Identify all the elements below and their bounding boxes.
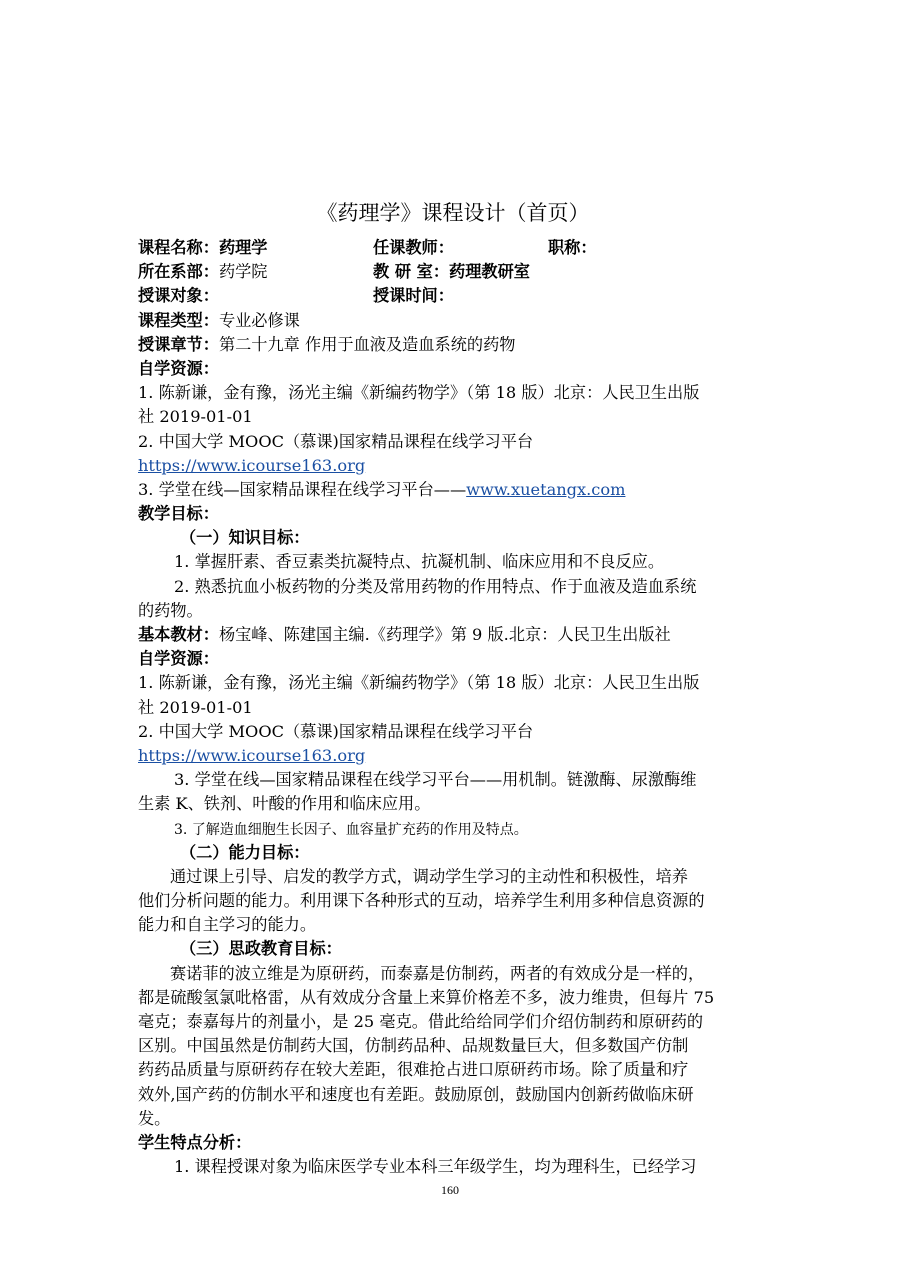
resource-1b-line-a: 1. 陈新谦，金有豫，汤光主编《新编药物学》（第 18 版）北京：人民卫生出版 [138, 673, 700, 693]
textbook-line [138, 623, 768, 647]
ideology-line-4: 区别。中国虽然是仿制药大国，仿制药品种、品规数量巨大，但多数国产仿制 [138, 1036, 689, 1056]
resource-2: 2. 中国大学 MOOC（慕课)国家精品课程在线学习平台 [138, 431, 534, 451]
resource-3 [138, 478, 768, 502]
resource-1-line-b: 社 2019-01-01 [138, 407, 253, 427]
ability-line-a: 通过课上引导、启发的教学方式，调动学生学习的主动性和积极性，培养 [170, 866, 688, 886]
page-title: 《药理学》课程设计（首页） [316, 201, 590, 225]
student-line-1: 1. 课程授课对象为临床医学专业本科三年级学生，均为理科生，已经学习 [174, 1157, 697, 1177]
knowledge-2-line-b: 的药物。 [138, 600, 203, 620]
knowledge-1: 1. 掌握肝素、香豆素类抗凝特点、抗凝机制、临床应用和不良反应。 [174, 552, 665, 572]
course-type: 专业必修课 [218, 310, 300, 330]
resource-3-text: 3. 学堂在线—国家精品课程在线学习平台—— [138, 479, 467, 499]
resource-3b-line-a: 3. 学堂在线—国家精品课程在线学习平台——用机制。链激酶、尿激酶维 [174, 770, 697, 790]
ability-heading: （二）能力目标： [180, 842, 310, 862]
ability-line-c: 能力和自主学习的能力。 [138, 915, 317, 935]
goals-heading: 教学目标： [138, 504, 219, 524]
teacher-label: 任课教师： [373, 238, 454, 257]
student-heading: 学生特点分析： [138, 1132, 252, 1152]
ideology-line-5: 药药品质量与原研药存在较大差距，很难抢占进口原研药市场。除了质量和疗 [138, 1060, 689, 1080]
time-label: 授课时间： [373, 286, 454, 306]
knowledge-heading: （一）知识目标： [180, 528, 310, 548]
resource-1-line-a: 1. 陈新谦，金有豫，汤光主编《新编药物学》（第 18 版）北京：人民卫生出版 [138, 383, 700, 403]
resource-2b: 2. 中国大学 MOOC（慕课)国家精品课程在线学习平台 [138, 721, 534, 741]
ability-line-b: 他们分析问题的能力。利用课下各种形式的互动，培养学生利用多种信息资源的 [138, 891, 705, 911]
ideology-heading: （三）思政教育目标： [180, 939, 342, 959]
chapter: 第二十九章 作用于血液及造血系统的药物 [218, 334, 516, 354]
icourse-link-2[interactable]: https://www.icourse163.org [138, 745, 366, 765]
course-type-label: 课程类型： [138, 310, 219, 330]
course-type-line [138, 309, 768, 333]
title-label: 职称： [548, 238, 597, 257]
resource-3b-line-b: 生素 K、铁剂、叶酸的作用和临床应用。 [138, 794, 431, 814]
chapter-label: 授课章节： [138, 334, 219, 354]
textbook: 杨宝峰、陈建国主编.《药理学》第 9 版.北京：人民卫生出版社 [218, 625, 671, 644]
document-body [138, 236, 768, 1179]
info-row-2 [138, 260, 768, 284]
self-study-heading-2: 自学资源： [138, 649, 219, 669]
ideology-line-6: 效外,国产药的仿制水平和速度也有差距。鼓励原创，鼓励国内创新药做临床研 [138, 1084, 694, 1104]
office: 药理教研室 [449, 262, 530, 282]
audience-label: 授课对象： [138, 286, 219, 306]
icourse-link[interactable]: https://www.icourse163.org [138, 455, 366, 475]
ideology-line-2: 都是硫酸氢氯吡格雷，从有效成分含量上来算价格差不多，波力维贵，但每片 75 [138, 987, 715, 1007]
office-label: 教 研 室： [373, 262, 450, 282]
knowledge-2-line-a: 2. 熟悉抗血小板药物的分类及常用药物的作用特点、作于血液及造血系统 [174, 576, 697, 596]
textbook-label: 基本教材： [138, 625, 219, 644]
chapter-line [138, 333, 768, 357]
course-name: 药理学 [218, 238, 268, 257]
resource-4 [138, 817, 768, 841]
self-study-heading: 自学资源： [138, 358, 219, 378]
course-name-label: 课程名称： [138, 238, 219, 257]
dept: 药学院 [218, 262, 268, 282]
page-number: 160 [441, 1183, 459, 1197]
ideology-line-3: 毫克；泰嘉每片的剂量小，是 25 毫克。借此给给同学们介绍仿制药和原研药的 [138, 1012, 704, 1031]
resource-4-text: 3. 了解造血细胞生长因子、血容量扩充药的作用及特点。 [174, 821, 528, 838]
xuetangx-link[interactable]: www.xuetangx.com [466, 479, 626, 499]
info-row-3 [138, 284, 768, 308]
dept-label: 所在系部： [138, 262, 219, 282]
ideology-line-7: 发。 [138, 1108, 171, 1128]
resource-1b-line-b: 社 2019-01-01 [138, 697, 253, 717]
ideology-line-1: 赛诺菲的波立维是为原研药，而泰嘉是仿制药，两者的有效成分是一样的， [170, 963, 705, 983]
info-row-1 [138, 236, 768, 260]
